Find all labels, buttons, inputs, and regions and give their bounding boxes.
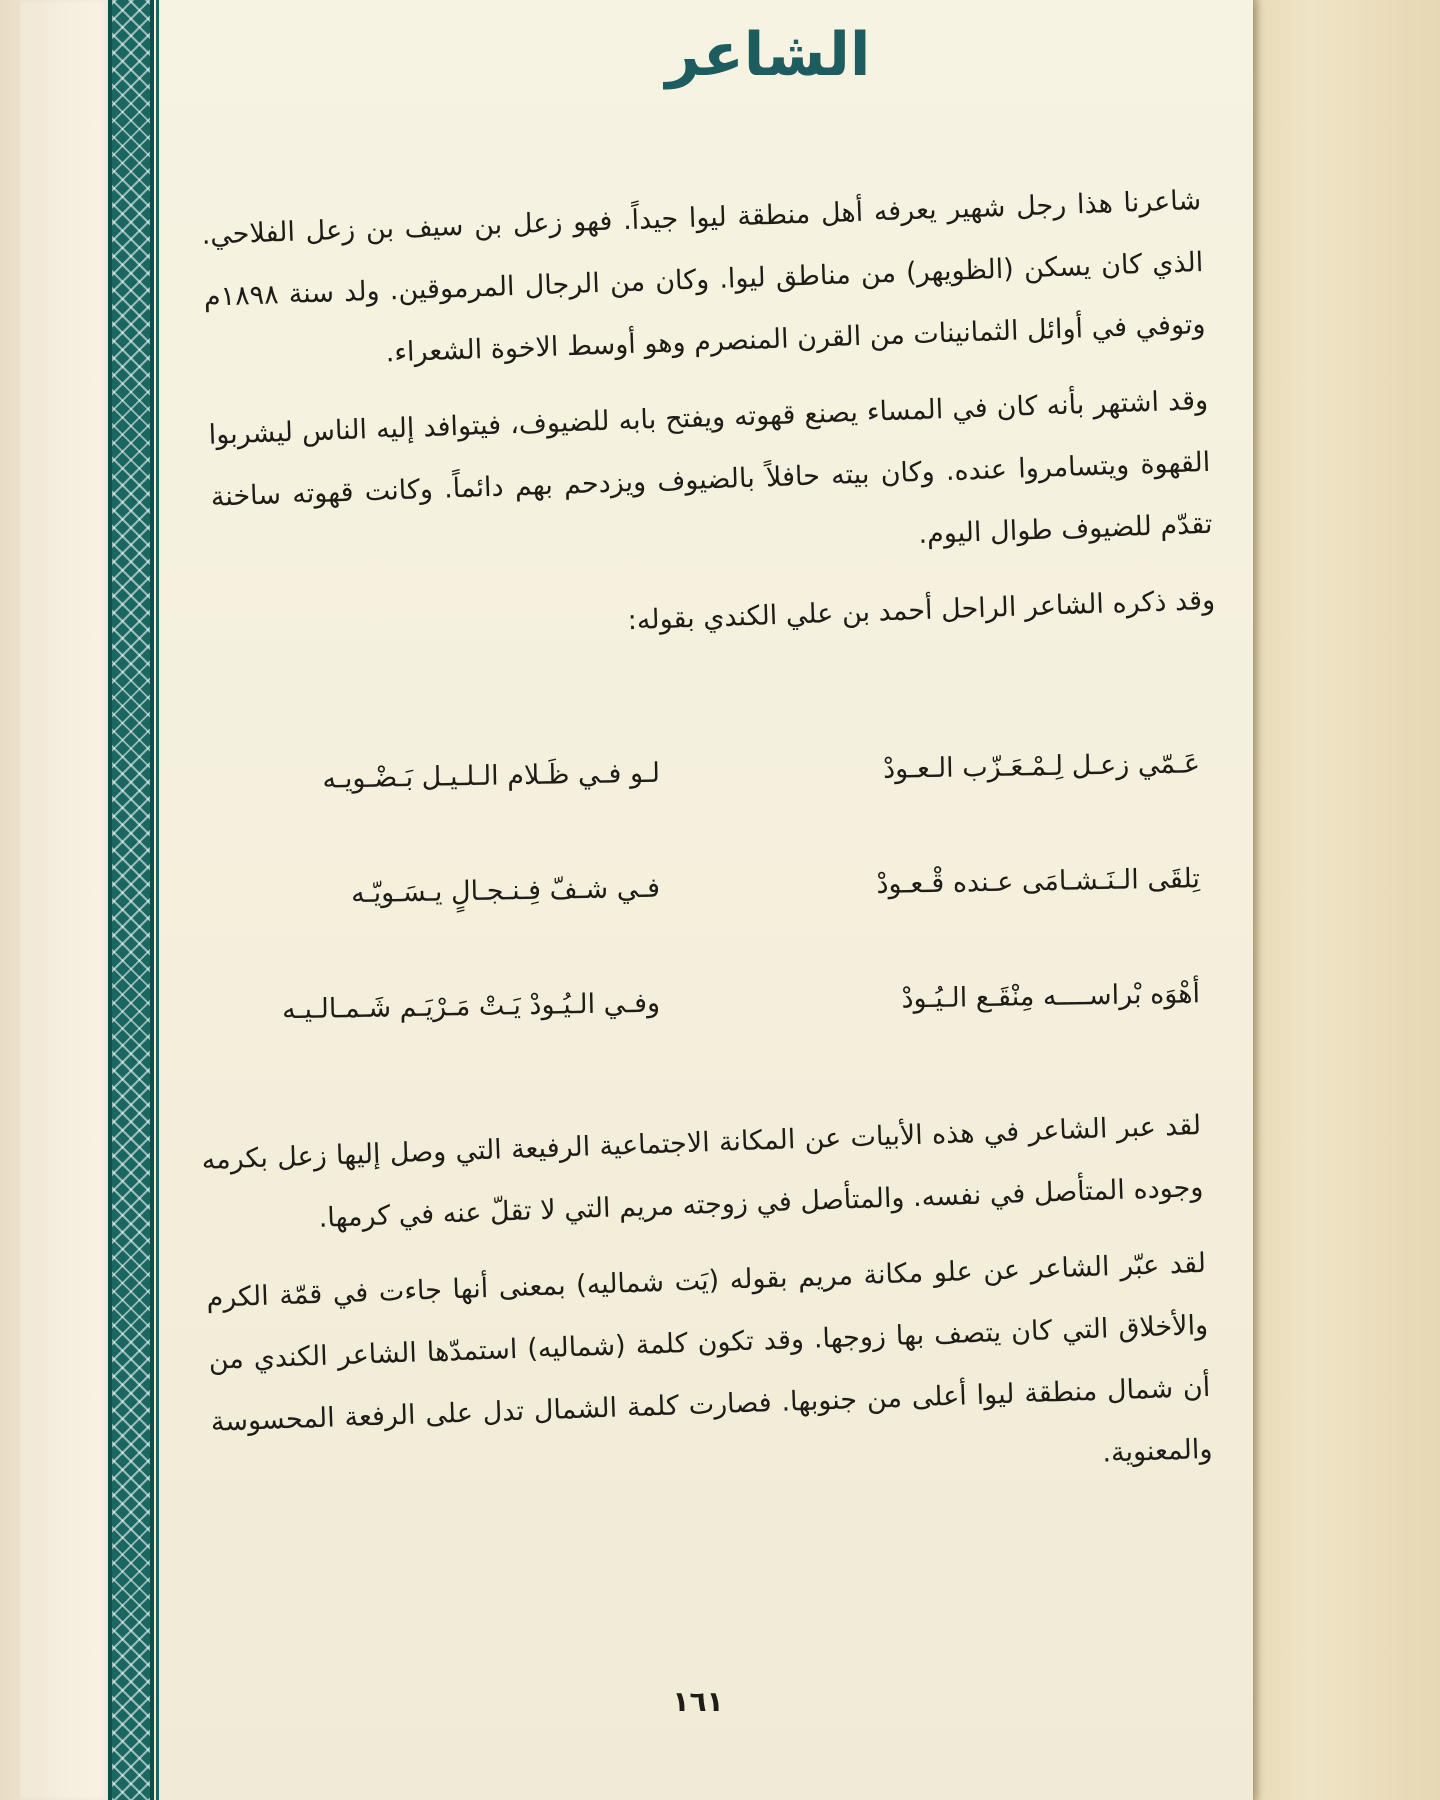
verse-3-second-hemistich: وفـي الـيُـودْ يَـتْ مَـرْيَـم شَـمـالـيـه	[281, 987, 661, 1026]
paragraph-2: وقد اشتهر بأنه كان في المساء يصنع قهوته ويفتح بابه للضيوف، فيتوافد إليه الناس ليشربوا القهوة ويتسامروا عنده. وكان بيته حافلاً بالضيوف ويزدحم بهم دائماً. وكانت قهوته ساخنة تقدّم للضيوف طوال اليوم.	[208, 384, 1213, 551]
paragraph-3: لقد عبر الشاعر في هذه الأبيات عن المكانة الاجتماعية الرفيعة التي وصل إليها زعل بكرمه وجوده المتأصل في نفسه. والمتأصل في زوجته مريم التي لا تقلّ عنه في كرمها.	[201, 1109, 1204, 1234]
ornamental-border	[108, 0, 154, 1800]
facing-page-edge	[1250, 0, 1440, 1800]
verse-1-first-hemistich: عَـمّي زعـل لِـمْـعَـزّب الـعـودْ	[882, 748, 1201, 785]
poem-intro: وقد ذكره الشاعر الراحل أحمد بن علي الكندي بقوله:	[627, 584, 1216, 637]
verse-2-second-hemistich: فـي شـفّ فِـنـجـالٍ يـسَـويّـه	[350, 872, 661, 910]
verse-2	[199, 821, 1201, 953]
book-page	[108, 0, 1253, 1800]
verse-2-first-hemistich: تِلقَى الـنَـشـامَى عـنده قْـعـودْ	[876, 863, 1201, 900]
verse-3-first-hemistich: أهْوَه بْراســــه مِنْقَـع الـيُـودْ	[901, 978, 1201, 1015]
paragraph-4: لقد عبّر الشاعر عن علو مكانة مريم بقوله (يَت شماليه) بمعنى أنها جاءت في قمّة الكرم والأخلاق التي كان يتصف بها زوجها. وقد تكون كلمة (شماليه) استمدّها الشاعر الكندي من أن شمال منطقة ليوا أعلى من جنوبها. فصارت كلمة الشمال تدل على الرفعة المحسوسة والمعنوية.	[205, 1247, 1213, 1469]
paragraph-1: شاعرنا هذا رجل شهير يعرفه أهل منطقة ليوا جيداً. فهو زعل بن سيف بن زعل الفلاحي. الذي كان يسكن (الظويهر) من مناطق ليوا. وكان من الرجال المرموقين. ولد سنة ١٨٩٨م وتوفي في أوائل الثمانينات من القرن المنصرم وهو أوسط الاخوة الشعراء.	[201, 184, 1206, 369]
verse-3	[199, 936, 1201, 1068]
page-number: ١٦١	[672, 1685, 724, 1718]
commentary-text-block	[201, 1095, 1214, 1530]
page-title: الشاعر	[665, 20, 871, 90]
border-rule	[156, 0, 159, 1800]
intro-text-block	[201, 170, 1217, 667]
poem	[200, 715, 1200, 1060]
verse-1	[199, 706, 1201, 838]
verse-1-second-hemistich: لـو فـي ظَـلام الـلـيـل بَـضْـويـه	[322, 757, 661, 795]
